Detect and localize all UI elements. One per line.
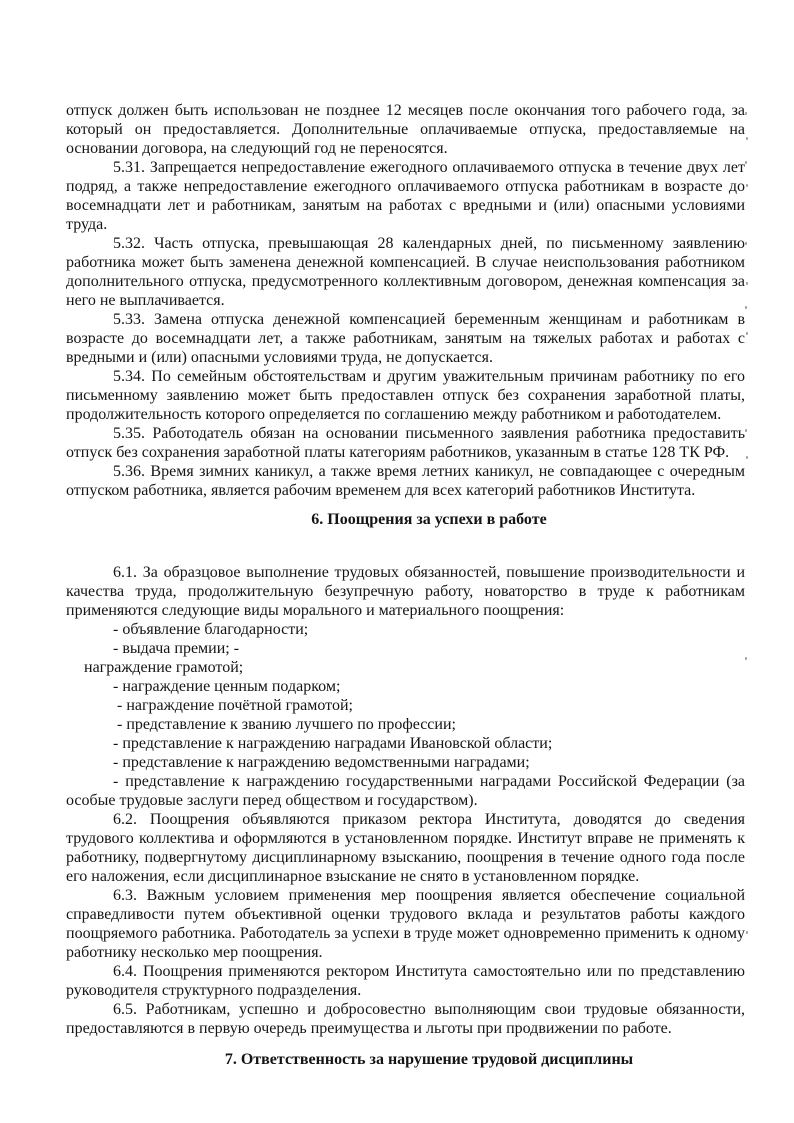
clause-6-5: 6.5. Работникам, успешно и добросовестно выполняющим свои трудовые обязанности, предоставляются в первую очередь преимущества и льготы при продвижении по работе. xyxy=(66,1001,745,1037)
incentive-item: - представление к награждению государственными наградами Российской Федерации (за особые трудовые заслуги перед обществом и государством). xyxy=(66,773,745,809)
scan-speck xyxy=(745,112,747,115)
clause-5-35: 5.35. Работодатель обязан на основании письменного заявления работника предоставить отпуск без сохранения заработной платы категориям работников, указанным в статье 128 ТК РФ. xyxy=(66,425,745,461)
text-block xyxy=(66,101,745,1069)
clause-5-31: 5.31. Запрещается непредоставление ежегодного оплачиваемого отпуска в течение двух лет подряд, а также непредоставление ежегодного оплачиваемого отпуска работникам в возрасте до восемнадцати лет и работникам, занятым на работах с вредными и (или) опасными условиями труда. xyxy=(66,159,745,233)
incentive-item: - объявление благодарности; xyxy=(113,621,309,638)
clause-6-3: 6.3. Важным условием применения мер поощрения является обеспечение социальной справедливости путем объективной оценки трудового вклада и результатов работы каждого поощряемого работника. Работодатель за успехи в труде может одновременно применить к одному работнику несколько мер поощрения. xyxy=(66,887,745,961)
scan-speck xyxy=(745,161,747,164)
section-7-heading: 7. Ответственность за нарушение трудовой дисциплины xyxy=(224,1051,634,1068)
clause-6-1: 6.1. За образцовое выполнение трудовых обязанностей, повышение производительности и качества труда, продолжительную безупречную работу, новаторство в труде к работникам применяются следующие виды морального и материального поощрения: xyxy=(66,564,745,619)
scan-speck xyxy=(745,242,747,245)
scan-speck xyxy=(746,931,748,934)
incentive-item: - награждение ценным подарком; xyxy=(113,678,341,695)
incentive-item: - представление к званию лучшего по профессии; xyxy=(113,716,456,733)
incentive-item: - награждение почётной грамотой; xyxy=(113,697,353,714)
scan-speck xyxy=(746,332,748,335)
clause-5-33: 5.33. Замена отпуска денежной компенсацией беременным женщинам и работникам в возрасте до восемнадцати лет, а также работникам, занятым на тяжелых работах и работах с вредными и (или) опасными условиями труда, не допускается. xyxy=(66,311,745,366)
clause-6-4: 6.4. Поощрения применяются ректором Института самостоятельно или по представлению руководителя структурного подразделения. xyxy=(66,963,745,999)
scan-speck xyxy=(745,429,747,432)
paragraph-vacation-carryover: отпуск должен быть использован не позднее 12 месяцев после окончания того рабочего года, за который он предоставляется. Дополнительные оплачиваемые отпуска, предоставляемые на основании договора, на следующий год не переносятся. xyxy=(66,102,745,157)
scan-speck xyxy=(746,456,748,459)
clause-5-34: 5.34. По семейным обстоятельствам и другим уважительным причинам работнику по его письменному заявлению может быть предоставлен отпуск без сохранения заработной платы, продолжительность которого определяется по соглашению между работником и работодателем. xyxy=(66,368,745,423)
scan-speck xyxy=(746,137,748,140)
scan-speck xyxy=(745,306,747,309)
section-6-heading: 6. Поощрения за успехи в работе xyxy=(311,511,547,528)
incentive-item: награждение грамотой; xyxy=(80,659,244,676)
clause-6-2: 6.2. Поощрения объявляются приказом ректора Института, доводятся до сведения трудового коллектива и оформляются в установленном порядке. Институт вправе не применять к работнику, подвергнутому дисциплинарному взысканию, поощрения в течение одного года после его наложения, если дисциплинарное взыскание не снято в установленном порядке. xyxy=(66,811,745,885)
incentive-item: - выдача премии; - xyxy=(113,640,240,657)
clause-5-32: 5.32. Часть отпуска, превышающая 28 календарных дней, по письменному заявлению работника может быть заменена денежной компенсацией. В случае неиспользования работником дополнительного отпуска, предусмотренного коллективным договором, денежная компенсация за него не выплачивается. xyxy=(66,235,745,309)
incentive-item: - представление к награждению ведомственными наградами; xyxy=(113,754,530,771)
clause-5-36: 5.36. Время зимних каникул, а также время летних каникул, не совпадающее с очередным отпуском работника, является рабочим временем для всех категорий работников Института. xyxy=(66,463,745,499)
scan-speck xyxy=(745,657,747,660)
scan-speck xyxy=(746,184,748,187)
incentive-item: - представление к награждению наградами Ивановской области; xyxy=(113,735,553,752)
scan-speck xyxy=(746,282,748,285)
